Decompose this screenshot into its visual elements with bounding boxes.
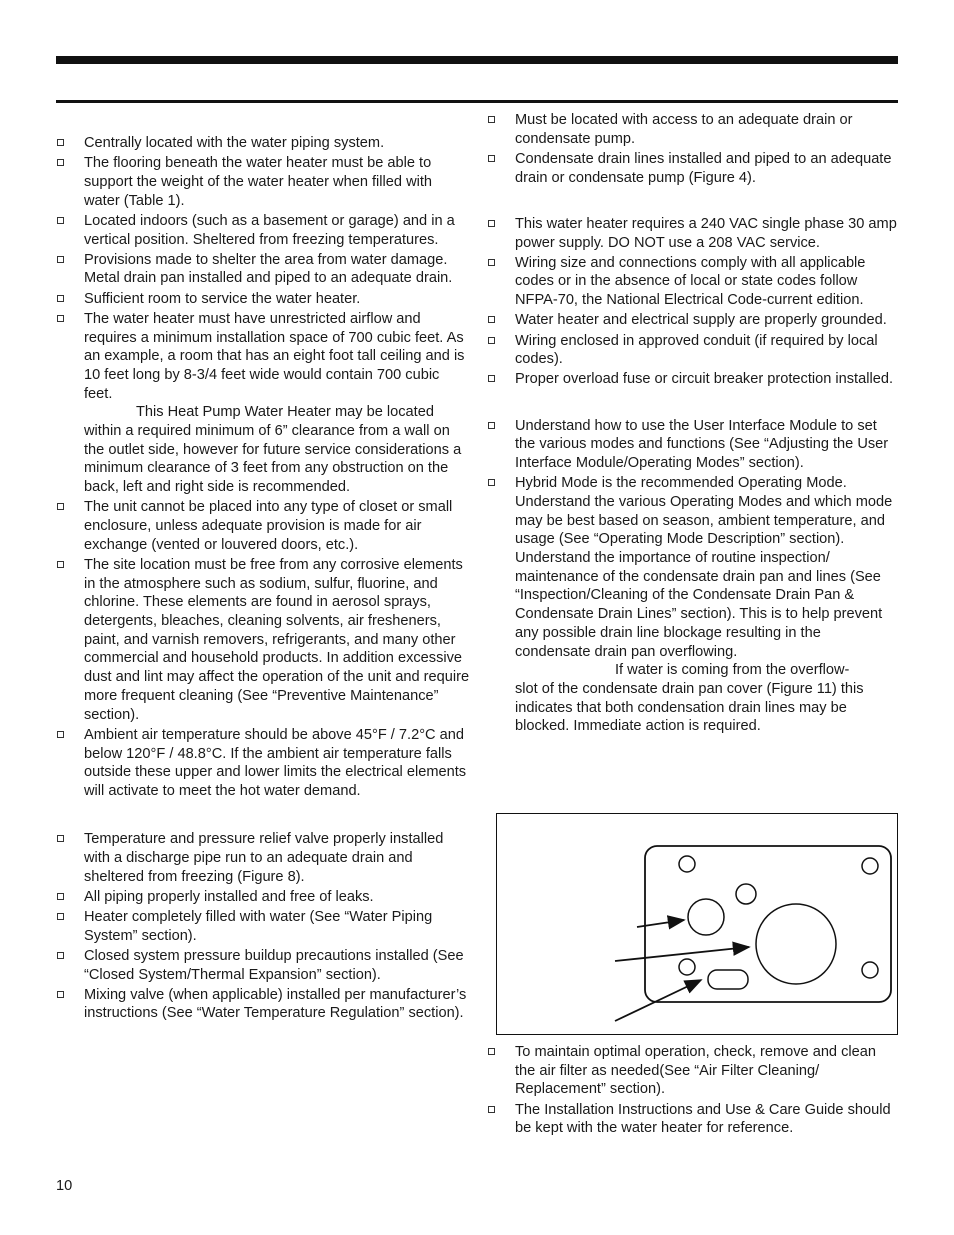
list-item [487,111,899,148]
right-column [487,111,899,738]
list-item [56,251,470,288]
checkbox-icon [57,315,64,322]
list-item-text: The unit cannot be placed into any type of closet or small enclosure, unless adequate provision is made for air exchange (vented or louvered doors, etc.). [84,499,453,553]
list-item [487,332,899,369]
list-item [56,290,470,309]
checkbox-icon [57,835,64,842]
mounting-hole [862,858,878,874]
list-item [487,417,899,473]
list-item-text: Understand how to use the User Interface Module to set the various modes and functions (See “Adjusting the User Interface Module/Operating Modes” section). [515,417,889,472]
drain-pan-cover-diagram [497,814,899,1036]
checkbox-icon [488,1048,495,1055]
list-item-text: The flooring beneath the water heater must be able to support the weight of the water heater when filled with water (Table 1). [84,155,433,209]
list-item-text: All piping properly installed and free of leaks. [84,888,374,905]
condensate-checklist [487,111,899,187]
checkbox-icon [488,479,495,486]
checkbox-icon [57,991,64,998]
checkbox-icon [488,220,495,227]
list-item [487,311,899,330]
checkbox-icon [57,256,64,263]
list-item [56,726,470,801]
overflow-slot [708,970,748,989]
list-item-text: The Installation Instructions and Use & Care Guide should be kept with the water heater for reference. [515,1101,891,1137]
drain-port-small [688,899,724,935]
checkbox-icon [57,893,64,900]
list-item-text: Water heater and electrical supply are properly grounded. [515,312,887,329]
checkbox-icon [57,561,64,568]
list-item-text: Ambient air temperature should be above 45°F / 7.2°C and below 120°F / 48.8°C. If the ambient air temperature falls outside these upper and lower limits the electrical elements will activate to meet the hot water demand. [84,726,467,799]
mounting-hole [862,962,878,978]
list-item [487,215,899,252]
drain-port-large [756,904,836,984]
checkbox-icon [488,116,495,123]
header-bar [56,56,898,64]
list-item [487,254,899,310]
list-item-text: The water heater must have unrestricted airflow and requires a minimum installation space of 700 cubic feet. As an example, a room that has an eight foot tall ceiling and is 10 feet long by 8-3/4 feet wide would contain 700 cubic feet. [84,310,465,402]
location-checklist [56,134,470,801]
list-item-text: Mixing valve (when applicable) installed per manufacturer’s instructions (See “Water Temperature Regulation” section). [84,986,467,1022]
right-column-bottom [487,1043,899,1140]
electrical-checklist [487,215,899,389]
checkbox-icon [488,1106,495,1113]
list-item-text: Must be located with access to an adequate drain or condensate pump. [515,112,853,147]
list-item-text: The site location must be free from any corrosive elements in the atmosphere such as sodium, sulfur, fluorine, and chlorine. These elements are found in aerosol sprays, detergents, bleaches, cleaning solvents, air fresheners, paint, and varnish removers, refrigerants, and many other commercial and household products. In addition excessive dust and lint may affect the operation of the unit and require more frequent cleaning (See “Preventive Maintenance” section). [84,556,470,723]
list-item-text: This water heater requires a 240 VAC single phase 30 amp power supply. DO NOT use a 208 VAC service. [515,215,897,251]
list-item [56,986,470,1023]
drain-pan-figure [496,813,898,1035]
inspection-text: Understand the importance of routine inspection/ maintenance of the condensate drain pan and lines (See “Inspection/Cleaning of the Condensate Drain Pan & Condensate Drain Lines” section). This is to help prevent any possible drain line blockage resulting in the condensate drain pan overflowing. [515,550,883,660]
list-item-text: Provisions made to shelter the area from water damage. Metal drain pan installed and piped to an adequate drain. [84,251,453,287]
list-item-text: To maintain optimal operation, check, remove and clean the air filter as needed(See “Air Filter Cleaning/ Replacement” section). [515,1044,876,1098]
overflow-note-first-line: If water is coming from the overflow- [615,662,850,679]
list-item-text: Heater completely filled with water (See “Water Piping System” section). [84,908,433,944]
left-column [56,134,470,1025]
list-item-text: Wiring enclosed in approved conduit (if required by local codes). [515,332,878,368]
page-number: 10 [56,1178,73,1194]
checkbox-icon [488,316,495,323]
list-item [56,154,470,210]
mounting-hole [679,959,695,975]
list-item [56,212,470,249]
list-item [56,134,470,153]
header-rule [56,100,898,103]
checkbox-icon [57,731,64,738]
list-item [487,370,899,389]
list-item [487,150,899,187]
clearance-note-text: within a required minimum of 6” clearance from a wall on the outlet side, however for future service considerations a minimum clearance of 3 feet from any obstruction on the back, left and right side is recommended. [84,423,462,496]
list-item-text: Condensate drain lines installed and piped to an adequate drain or condensate pump (Figure 4). [515,150,892,186]
checkbox-icon [488,337,495,344]
list-item [487,474,899,736]
list-item [487,1043,899,1099]
list-item-text: Proper overload fuse or circuit breaker protection installed. [515,371,894,388]
checkbox-icon [488,422,495,429]
list-item-text: Closed system pressure buildup precautions installed (See “Closed System/Thermal Expansion” section). [84,947,464,983]
checkbox-icon [488,155,495,162]
checkbox-icon [57,159,64,166]
list-item [56,556,470,724]
list-item [56,888,470,907]
operation-checklist [487,417,899,736]
maintenance-checklist [487,1043,899,1138]
checkbox-icon [57,217,64,224]
checkbox-icon [488,259,495,266]
checkbox-icon [57,503,64,510]
checkbox-icon [57,139,64,146]
list-item-text: Sufficient room to service the water heater. [84,290,361,307]
overflow-note-text: slot of the condensate drain pan cover (Figure 11) this indicates that both condensation drain lines may be blocked. Immediate action is required. [515,680,864,735]
list-item [56,310,470,497]
checkbox-icon [488,375,495,382]
mounting-hole [736,884,756,904]
piping-checklist [56,830,470,1023]
mounting-hole [679,856,695,872]
list-item-text: Wiring size and connections comply with all applicable codes or in the absence of local or state codes follow NFPA-70, the National Electrical Code-current edition. [515,254,866,309]
checkbox-icon [57,913,64,920]
list-item [487,1101,899,1138]
list-item [56,947,470,984]
list-item-text: Hybrid Mode is the recommended Operating Mode. Understand the various Operating Modes and which mode may be best based on season, ambient temperature, and usage (See “Operating Mode Description” section). [515,475,893,548]
list-item [56,908,470,945]
overflow-note [515,661,899,736]
list-item [56,830,470,886]
clearance-note [84,403,470,497]
clearance-note-first-line: This Heat Pump Water Heater may be located [136,404,434,421]
list-item-text: Temperature and pressure relief valve properly installed with a discharge pipe run to an adequate drain and sheltered from freezing (Figure 8). [84,831,444,885]
list-item-text: Centrally located with the water piping system. [84,135,385,151]
list-item [56,498,470,554]
checkbox-icon [57,952,64,959]
list-item-text: Located indoors (such as a basement or garage) and in a vertical position. Sheltered from freezing temperatures. [84,212,455,248]
checkbox-icon [57,295,64,302]
